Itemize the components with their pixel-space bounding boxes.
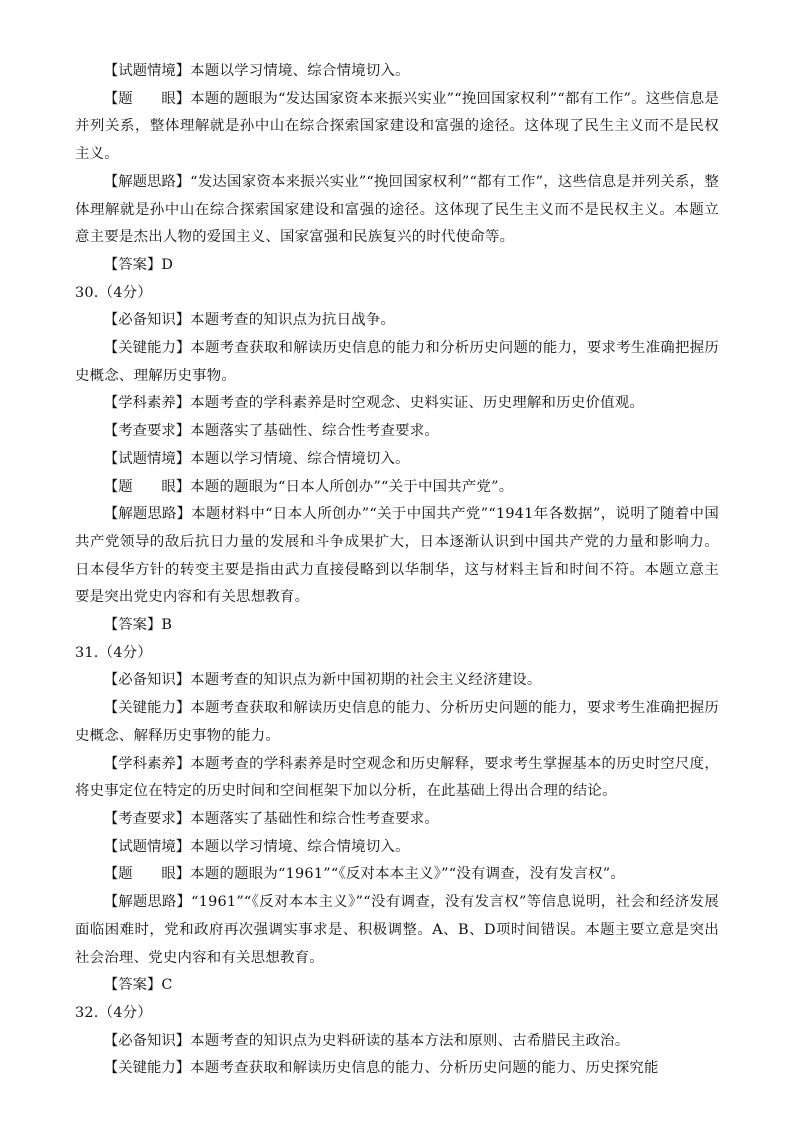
answer-explanation-body — [75, 58, 719, 1083]
section-label: 【必备知识】 — [103, 1032, 191, 1049]
analysis-paragraph — [75, 972, 719, 1000]
section-label: 【学科素养】 — [103, 395, 191, 412]
section-label: 【题 眼】 — [103, 478, 191, 495]
section-text: 本题的题眼为“发达国家资本来振兴实业”“挽回国家权利”“都有工作”。这些信息是并列关系，整体理解就是孙中山在综合探索国家建设和富强的途径。这体现了民生主义而不是民权主义。 — [75, 90, 719, 163]
analysis-paragraph — [75, 169, 719, 252]
section-label: 【解题思路】 — [103, 506, 192, 523]
section-label: 【学科素养】 — [103, 755, 191, 772]
section-label: 【关键能力】 — [103, 1060, 191, 1077]
section-label: 【题 眼】 — [103, 866, 191, 883]
question-heading — [75, 640, 719, 668]
analysis-paragraph — [75, 1055, 719, 1083]
analysis-paragraph — [75, 834, 719, 862]
question-number-text: 30.（4分） — [75, 284, 152, 301]
section-text: 本题考查获取和解读历史信息的能力、分析历史问题的能力、历史探究能 — [190, 1060, 659, 1077]
section-label: 【必备知识】 — [103, 312, 191, 329]
analysis-paragraph — [75, 612, 719, 640]
analysis-paragraph — [75, 751, 719, 806]
section-text: B — [161, 617, 173, 634]
section-text: 本题考查的知识点为抗日战争。 — [190, 312, 396, 329]
question-heading — [75, 280, 719, 308]
section-text: C — [161, 977, 173, 994]
section-label: 【关键能力】 — [103, 340, 191, 357]
analysis-paragraph — [75, 446, 719, 474]
analysis-paragraph — [75, 695, 719, 750]
analysis-paragraph — [75, 474, 719, 502]
section-label: 【题 眼】 — [103, 90, 191, 107]
analysis-paragraph — [75, 252, 719, 280]
section-text: 本题的题眼为“日本人所创办”“关于中国共产党”。 — [190, 478, 514, 495]
analysis-paragraph — [75, 58, 719, 86]
question-number-text: 32.（4分） — [75, 1004, 152, 1021]
section-label: 【答案】 — [103, 977, 162, 994]
analysis-paragraph — [75, 390, 719, 418]
section-text: 本题以学习情境、综合情境切入。 — [190, 63, 410, 79]
analysis-paragraph — [75, 307, 719, 335]
section-label: 【考查要求】 — [103, 423, 191, 440]
section-text: 本题考查获取和解读历史信息的能力、分析历史问题的能力，要求考生准确把握历史概念、解释历史事物的能力。 — [75, 700, 719, 744]
section-text: 本题考查的学科素养是时空观念、史料实证、历史理解和历史价值观。 — [190, 395, 645, 412]
section-text: 本题考查的知识点为新中国初期的社会主义经济建设。 — [190, 672, 542, 689]
section-label: 【解题思路】 — [103, 894, 192, 911]
section-label: 【试题情境】 — [103, 63, 191, 79]
section-text: 本题考查获取和解读历史信息的能力和分析历史问题的能力，要求考生准确把握历史概念、理解历史事物。 — [75, 340, 719, 384]
section-text: D — [161, 256, 174, 273]
section-text: 本题材料中“日本人所创办”“关于中国共产党”“1941年各数据”，说明了随着中国共产党领导的敌后抗日力量的发展和斗争成果扩大，日本逐渐认识到中国共产党的力量和影响力。日本侵华方针的转变主要是指由武力直接侵略到以华制华，这与材料主旨和时间不符。本题立意主要是突出党史内容和有关思想教育。 — [75, 506, 719, 606]
analysis-paragraph — [75, 1028, 719, 1056]
analysis-paragraph — [75, 667, 719, 695]
question-number-text: 31.（4分） — [75, 644, 152, 661]
section-label: 【考查要求】 — [103, 810, 191, 827]
section-text: 本题落实了基础性和综合性考查要求。 — [190, 810, 440, 827]
analysis-paragraph — [75, 861, 719, 889]
analysis-paragraph — [75, 806, 719, 834]
analysis-paragraph — [75, 501, 719, 612]
section-text: “1961”“《反对本本主义》”“没有调查，没有发言权”等信息说明，社会和经济发展面临困难时，党和政府再次强调实事求是、积极调整。A、B、D项时间错误。本题主要立意是突出社会治理、党史内容和有关思想教育。 — [75, 894, 719, 966]
section-text: 本题的题眼为“1961”“《反对本本主义》”“没有调查，没有发言权”。 — [190, 866, 626, 883]
analysis-paragraph — [75, 889, 719, 972]
section-label: 【必备知识】 — [103, 672, 191, 689]
section-label: 【解题思路】 — [103, 173, 191, 190]
section-text: 本题考查的知识点为史料研读的基本方法和原则、古希腊民主政治。 — [190, 1032, 630, 1049]
analysis-paragraph — [75, 86, 719, 169]
section-text: “发达国家资本来振兴实业”“挽回国家权利”“都有工作”，这些信息是并列关系，整体理解就是孙中山在综合探索国家建设和富强的途径。这体现了民生主义而不是民权主义。本题立意主要是杰出人物的爱国主义、国家富强和民族复兴的时代使命等。 — [75, 173, 719, 246]
analysis-paragraph — [75, 418, 719, 446]
section-text: 本题以学习情境、综合情境切入。 — [190, 838, 410, 855]
analysis-paragraph — [75, 335, 719, 390]
section-text: 本题落实了基础性、综合性考查要求。 — [190, 423, 440, 440]
section-text: 本题以学习情境、综合情境切入。 — [190, 450, 410, 467]
question-heading — [75, 1000, 719, 1028]
section-label: 【答案】 — [103, 617, 162, 634]
section-label: 【试题情境】 — [103, 450, 191, 467]
section-label: 【关键能力】 — [103, 700, 191, 717]
section-label: 【答案】 — [103, 256, 162, 273]
section-text: 本题考查的学科素养是时空观念和历史解释，要求考生掌握基本的历史时空尺度，将史事定位在特定的历史时间和空间框架下加以分析，在此基础上得出合理的结论。 — [75, 755, 719, 800]
section-label: 【试题情境】 — [103, 838, 191, 855]
